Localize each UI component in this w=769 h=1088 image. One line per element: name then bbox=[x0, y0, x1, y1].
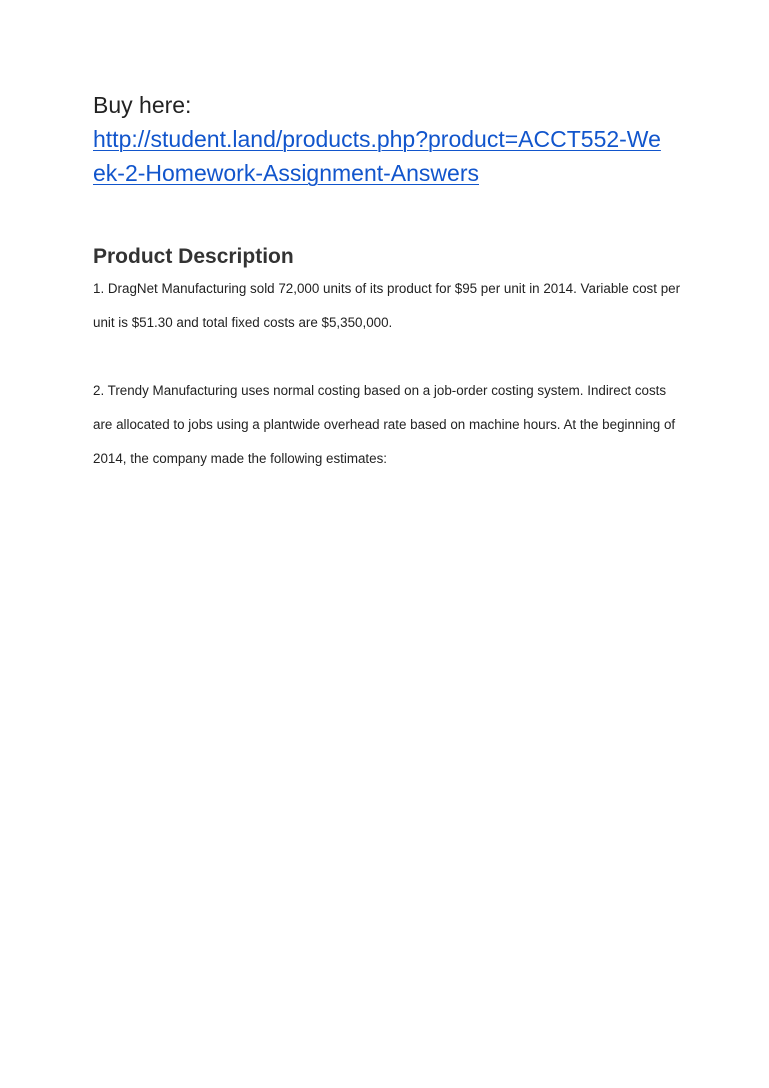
paragraph-trendy: 2. Trendy Manufacturing uses normal costing based on a job-order costing system. Indirect costs are allocated to jobs using a plantwide overhead rate based on machine hours. At the beginning of 2014, the company made the following estimates: bbox=[93, 383, 676, 466]
buy-here-label: Buy here: bbox=[93, 92, 192, 118]
product-link[interactable]: http://student.land/products.php?product=ACCT552-Week-2-Homework-Assignment-Answers bbox=[93, 126, 661, 186]
paragraph-dragnet: 1. DragNet Manufacturing sold 72,000 units of its product for $95 per unit in 2014. Variable cost per unit is $51.30 and total fixed costs are $5,350,000. bbox=[93, 281, 681, 330]
product-description-heading: Product Description bbox=[93, 245, 294, 268]
document-content bbox=[93, 88, 683, 466]
